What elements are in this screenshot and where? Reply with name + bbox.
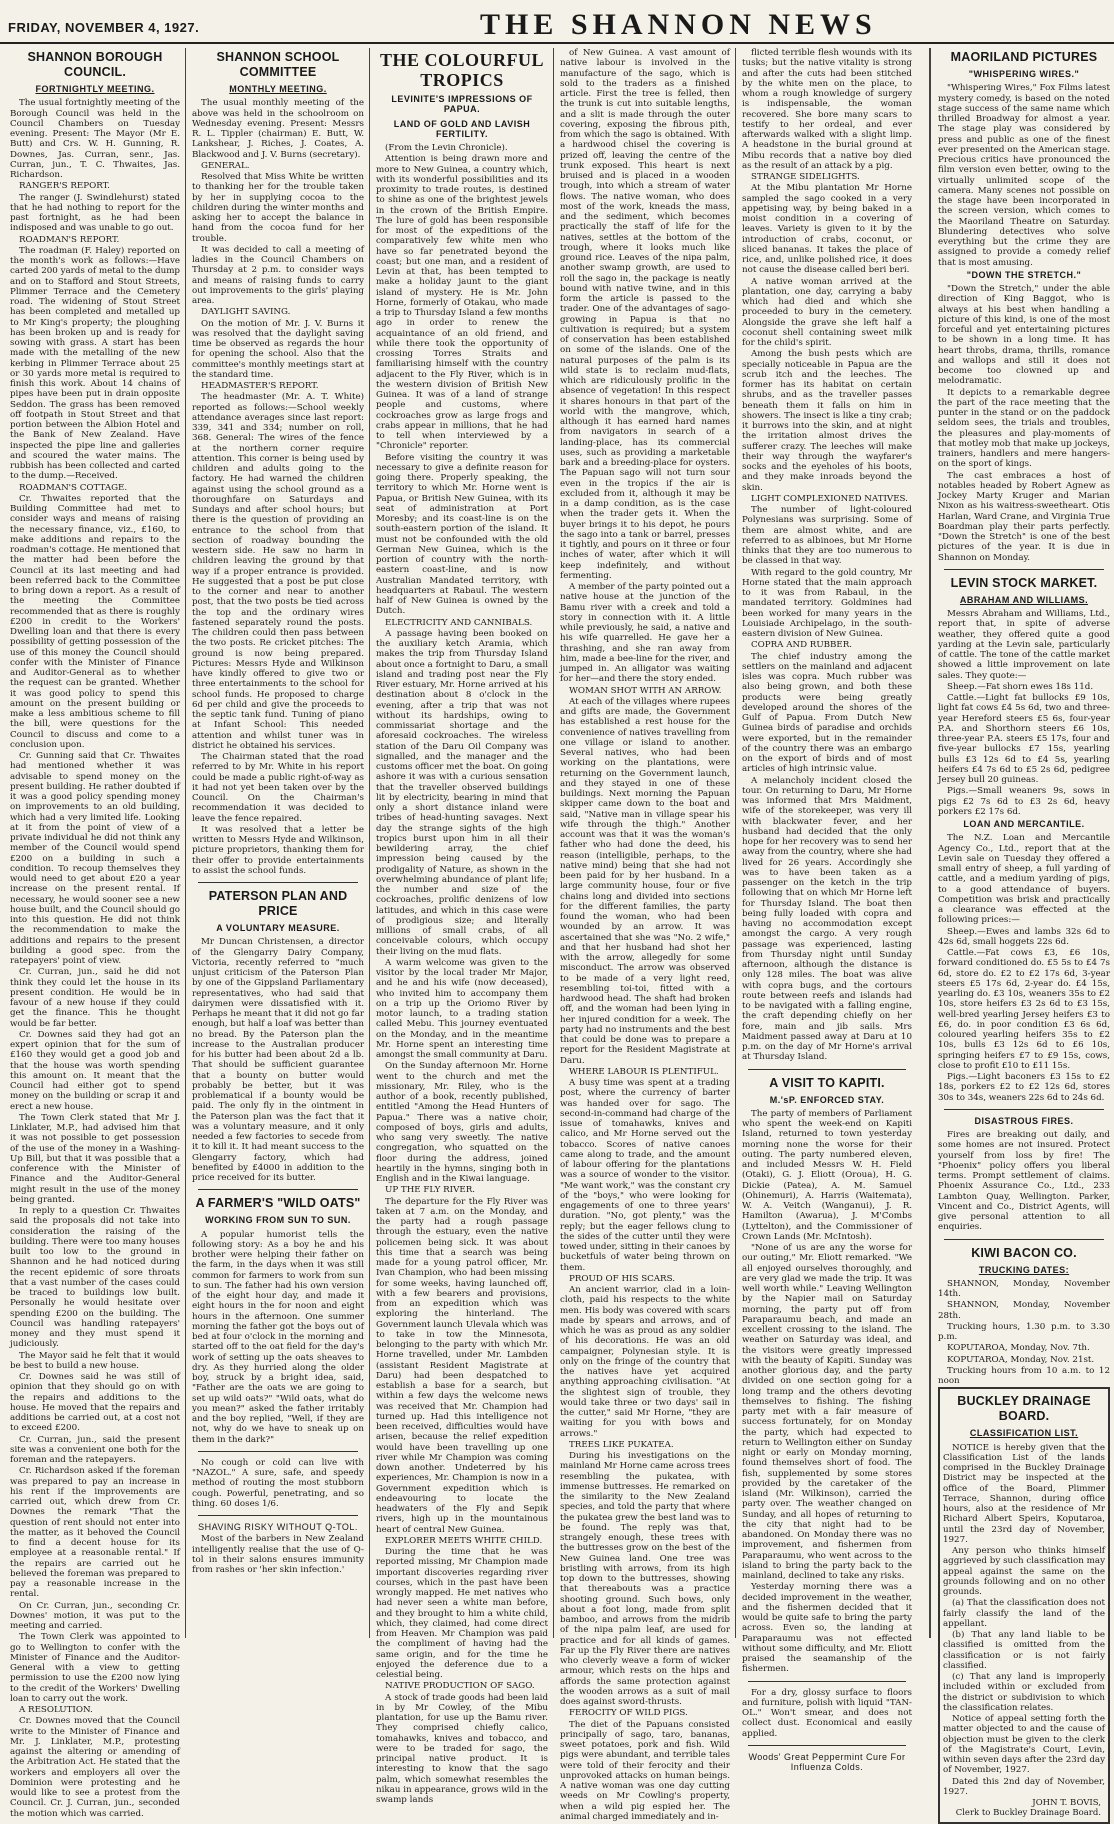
paragraph: ELECTRICITY AND CANNIBALS. <box>385 617 533 628</box>
article-subheading-2: LAND OF GOLD AND LAVISH FERTILITY. <box>393 118 531 139</box>
paragraph: The diet of the Papuans consisted principally of sago, taro, bananas, sweet potatoes, pork and fish. Wild pigs were abundant, and terrible tales were told of their ferocity and their unprovoked attacks on human beings. A native woman was one day cutting weeds on Mr Cowling's property, when a wild pig espied her. The animal charged immediately and in- <box>560 1719 730 1822</box>
paragraph: UP THE FLY RIVER. <box>385 1185 476 1196</box>
paragraph: Cattle.—Light fat bullocks £9 10s, light fat cows £4 5s 6d, two and three-year Hereford steers £5 6s, four-year P.A. and Shorthorn steers £6 10s, three-year P.A. steers £5 17s, four and five-year bullocks £7 15s, yearling bulls £3 12s 6d to £4 5s, yearling heifers £4 7s 6d to £5 2s 6d, pedigree Jersey bull 20 guineas. <box>938 693 1110 785</box>
kapiti-heading: A VISIT TO KAPITI. <box>769 1075 885 1090</box>
paragraph: KOPUTAROA, Monday, Nov. 21st. <box>947 1354 1095 1365</box>
paragraph: (c) That any land is improperly included within or excluded from the district or subdivision to which the classification relates. <box>943 1672 1105 1713</box>
article-body <box>10 98 180 1819</box>
paragraph: A RESOLUTION. <box>19 1705 93 1715</box>
column-rule <box>735 48 736 1638</box>
paragraph: TREES LIKE PUKATEA. <box>569 1439 674 1450</box>
paragraph: Resolved that Miss White be written to thanking her for the trouble taken by her in supplying cocoa to the children during the winter months and asking her to accept the balance in hand from the cocoa fund for her trouble. <box>192 172 364 244</box>
pictures-subheading: "WHISPERING WIRES." <box>968 69 1080 79</box>
paragraph: An ancient warrior, clad in a loin-cloth, paid his respects to the white men. His body was covered with scars made by spears and arrows, and of which he was as proud as any soldier of his decorations. He was an old campaigner, Polynesian style. It is only on the fringe of the country that the natives have yet acquired anything approaching civilisation. "At the slightest sign of trouble, they would take three or two days' sail in the cutter," said Mr Horne, "they are waiting for you with bows and arrows." <box>560 1285 730 1439</box>
kiwi-lines <box>938 1279 1110 1387</box>
paragraph: The party of members of Parliament who spent the week-end on Kapiti Island, returned to town yesterday morning none the worse for their outing. The party numbered eleven, and included Messrs W. H. Field (Otaki), G. J. Eliott (Oroua), H. G. Dickie (Patea), A. M. Samuel (Ohinemuri), A. Harris (Waitemata), W. A. Veitch (Wanganui), J. R. Hamilton (Awarua), J. M'Combs (Lyttelton), and the Commissioner of Crown Lands (Mr. McIntosh). <box>742 1108 912 1242</box>
divider <box>198 882 358 883</box>
paragraph: On the Sunday afternoon Mr. Horne went to the church and met the missionary, Mr. Riley, who is the author of a book, recently published, entitled "Among the Head Hunters of Papua." There was a native choir, composed of boys, girls and adults, who sang very sweetly. The native congregation, who squatted on the floor during the address, joined heartily in the hymns, singing both in English and in the Kiwai language. <box>376 1061 548 1184</box>
paragraph: The N.Z. Loan and Mercantile Agency Co., Ltd., report that at the Levin sale on Tuesday they offered a small entry of sheep, a full yarding of cattle, and a medium yarding of pigs, to a good attendance of buyers. Competition was brisk and practically a clearance was effected at the following prices:— <box>938 833 1110 926</box>
divider <box>198 1189 358 1190</box>
article-heading: THE COLOURFUL TROPICS <box>379 50 545 90</box>
divider <box>944 1239 1104 1240</box>
woods-advert: Woods' Great Peppermint Cure For Influenza Colds. <box>748 1751 906 1772</box>
stretch-subheading: "DOWN THE STRETCH." <box>966 269 1082 280</box>
paterson-subheading: A VOLUNTARY MEASURE. <box>216 923 340 933</box>
paragraph: During his investigations on the mainland Mr Horne came across trees resembling the pukatea, with immense buttresses. He remarked on the similarity to the New Zealand species, and told the party that where the pukatea grew the best land was to be found. The reply was that, strangely enough, these trees with the buttresses grow on the best of the New Guinea land. One tree was bristling with arrows, from its high top down to the buttresses, showing that thereabouts was a practice shooting ground. Such bows, only about a foot long, made from split bamboo, and arrows from the midrib of the nipa palm leaf, are used for practice and for all kinds of games. Far up the Fly River there are natives who cleverly weave a form of wicker armour, which rests on the hips and affords the same protection against the wooden arrows as a suit of mail does against sword-thrusts. <box>560 1451 730 1707</box>
divider <box>748 1745 906 1746</box>
paragraph: KOPUTAROA, Monday, Nov. 7th. <box>947 1343 1090 1354</box>
shaving-heading: SHAVING RISKY WITHOUT Q-TOL. <box>198 1522 358 1532</box>
paragraph: flicted terrible flesh wounds with its tusks; but the native vitality is strong and after the cuts had been stitched by the white men on the place, to whom a rough knowledge of surgery is indispensable, the woman recovered. She bore many scars to testify to her ordeal, and ever afterwards walked with a slight limp. A headstone in the burial ground at Mibu records that a native boy died as the result of an attack by a pig. <box>742 48 912 171</box>
paragraph: (b) That any land liable to be classified is omitted from the classification or is not fairly classified. <box>943 1630 1105 1671</box>
paragraph: Messrs Abraham and Williams, Ltd., report that, in spite of adverse weather, they offered quite a good yarding at the Levin sale, particularly of cattle. The tone of the cattle market showed a little improvement on late sales. They quote:— <box>938 609 1110 681</box>
paragraph: Attention is being drawn more and more to New Guinea, a country which, with its wonderful possibilities and its proximity to trade routes, is destined to shine as one of the brightest jewels in the crown of the British Empire. The lure of gold has been responsible for most of the expeditions of the comparatively few white men who have so far penetrated beyond the coast; but one man, and a resident of Levin at that, has been tempted to make a holiday jaunt to the giant island of mystery. He is Mr. John Horne, formerly of Otakau, who made a trip to Thursday Island a few months ago in order to renew the acquaintance of an old friend, and while there took the opportunity of crossing Torres Straits and familiarising himself with the country adjacent to the Fly River, which is in the western division of British New Guinea. It was of a land of strange people and customs, where cockroaches grow as large frogs and crabs appear in millions, that he had to tell when interviewed by a "Chronicle" reporter. <box>376 154 548 452</box>
column-tropics-kapiti <box>742 48 912 1772</box>
loan-body <box>938 833 1110 1103</box>
paragraph: Cr. Thwaites reported that the Building Committee had met to consider ways and means of raising the necessary finance, viz., £160, to make additions and repairs to the roadman's cottage. He mentioned that the matter had been before the Council at its last meeting and had been referred back to the Committee to bring down a report. As a result of the meeting the Committee recommended that as there is roughly £200 in credit to the Workers' Dwelling loan and that there is every possibility of getting possession of the use of this money the Council should confer with the Minister of Finance and Auditor-General as to whether the request can be granted. Whether it was good policy to spend this amount on the present building or make a less ambitious scheme to fill the bill, were questions for the Council to discuss and come to a conclusion upon. <box>10 493 180 750</box>
paragraph: Cattle.—Fat cows £3, £6 10s, forward conditioned do. £5 5s to £4 7s 6d, store do. £2 to £2 17s 6d, 3-year steers £5 17s 6d, 2-year do. £4 15s, yearling do. £3 10s, weaners 35s to £2 10s, store heifers £3 2s 6d to £3 15s, well-bred yearling Jersey heifers £3 to £6, do. in poor condition £3 6s 6d, coloured yearling heifers 35s to £2 10s, bulls £3 12s 6d to £6 10s, springing heifers £7 to £9 15s, cows, close to profit £10 to £11 15s. <box>938 948 1110 1071</box>
paragraph: FEROCITY OF WILD PIGS. <box>569 1708 688 1719</box>
divider <box>944 1109 1104 1110</box>
masthead <box>0 0 1114 44</box>
paragraph: COPRA AND RUBBER. <box>751 640 853 651</box>
pictures-heading: MAORILAND PICTURES <box>950 50 1098 64</box>
column-rule <box>185 48 186 1638</box>
buckley-body <box>943 1443 1105 1798</box>
paragraph: SHANNON, Monday, November 14th. <box>938 1278 1110 1299</box>
paragraph: RANGER'S REPORT. <box>19 181 110 192</box>
paragraph: The ranger (J. Swindlehurst) stated that he had nothing to report for the past fortnight, as he had been indisposed and was unable to go out. <box>10 192 180 234</box>
article-body <box>192 98 364 876</box>
paragraph: "Whispering Wires," Fox Films latest mystery comedy, is based on the noted stage success of the same name which thrilled Broadway for almost a year. The stage play was considered by press and public as one of the finest ever presented on the American stage. Precious critics have pronounced the film version even better, owing to the virtually unlimited scope of the camera. Many scenes not possible on the stage have been incorporated in the screen version, which comes to the Maoriland Theatre on Saturday. Blundering detectives who solve everything but the crime they are assigned to provide a comedy relief that is most amusing. <box>938 83 1110 268</box>
paragraph: Sheep.—Ewes and lambs 32s 6d to 42s 6d, small hoggets 22s 6d. <box>938 926 1110 947</box>
article-heading: SHANNON BOROUGH COUNCIL. <box>27 50 163 79</box>
column-rule <box>369 48 370 1638</box>
paragraph: The usual fortnightly meeting of the Borough Council was held in the Council Chambers on Tuesday evening. Present: The Mayor (Mr E. Butt) and Crs. W. H. Gunning, R. Downes, Jas. Curran, senr., Jas. Curran, jun., T. C. Thwaites, Jas. Richardson. <box>10 98 180 180</box>
paragraph: WHERE LABOUR IS PLENTIFUL. <box>569 1066 719 1077</box>
levin-heading: LEVIN STOCK MARKET. <box>950 575 1098 590</box>
paragraph: A passage having been booked on the auxiliary ketch Aramia, which makes the trip from Thursday Island about once a fortnight to Daru, a small island and trading post near the Fly River estuary, Mr. Horne arrived at his destination about 8 o'clock in the evening, after a trip that was not without its hardships, owing to commissariat shortage and the aforesaid cockroaches. The wireless station of the Daru Oil Company was signalled, and the manager and the customs officer met the boat. On going ashore it was with a curious sensation that the traveller observed buildings lit by electricity, bearing in mind that only a short distance inland were tribes of head-hunting savages. Next day the strange sights of the high tropics burst upon him in all their bewildering array, the chief impression being caused by the prodigality of Nature, as shown in the overwhelming abundance of plant life; the number and size of the cockroaches, prolific denizens of low latitudes, and which in this case were of prodigious size; and literally millions of small crabs, of all conceivable colours, which occupy their living on the mud flats. <box>376 628 549 957</box>
paragraph: Cr. Richardson asked if the foreman was prepared to pay an increase in his rent if the improvements are carried out, which drew from Cr. Downes the remark "That the question of rent should not enter into the matter, as it behoved the Council to find a decent house for its employee at a reasonable rental." If the repairs are carried out he believed the foreman was prepared to pay a reasonable increase in the rental. <box>10 1466 180 1600</box>
paragraph: The Chairman stated that the road referred to by Mr. White in his report could be made a public right-of-way as it had not yet been taken over by the Council. On the Chairman's recommendation it was decided to leave the fence repaired. <box>192 752 364 824</box>
paragraph: Trucking hours from 10 a.m. to 12 noon <box>938 1365 1110 1386</box>
buckley-signature-title: Clerk to Buckley Drainage Board. <box>955 1808 1101 1819</box>
column-borough-council <box>10 48 180 1819</box>
column-school-committee <box>192 48 364 1636</box>
divider <box>944 569 1104 570</box>
column-colourful-tropics <box>376 48 549 1805</box>
paragraph: A warm welcome was given to the visitor by the local trader Mr Major, and he and his wife (now deceased), who invited him to accompany them on a trip up the Oriomo River by motor launch, to a trading station called Mebu. This journey eventuated on the Monday, and in the meantime Mr. Horne spent an interesting time amongst the small community at Daru. <box>376 957 548 1060</box>
newspaper-title: THE SHANNON NEWS <box>480 8 877 41</box>
paragraph: The cast embraces a host of notables headed by Robert Agnew as Jockey Marty Kruger and Marian Nixon as his waitress-sweetheart. Otis Harlan, Ward Crane, and Virginia True Boardman play their parts perfectly. "Down the Stretch" is one of the best pictures of the year. It is due in Shannon on Monday. <box>938 470 1110 563</box>
paragraph: LIGHT COMPLEXIONED NATIVES. <box>751 493 908 504</box>
kapiti-body <box>742 1109 912 1675</box>
paragraph: Among the bush pests which are specially noticeable in Papua are the scrub itch and the leeches. The former has its habitat on certain shrubs, and as the traveller passes beneath them it falls on him in showers. The insect is like a tiny crab; it burrows into the skin, and at night the irritation almost drives the sufferer crazy. The leeches will make their way through the wayfarer's socks and the eyeholes of his boots, and they make inroads beyond the skin. <box>742 349 912 493</box>
paragraph: At the Mibu plantation Mr Horne sampled the sago cooked in a very appetising way, by being baked in a moist condition in a covering of leaves. Variety is given to it by the introduction of crabs, coconut, or sliced bananas. It takes the place of rice, and, unlike polished rice, it does not cause the disease called beri beri. <box>742 183 912 276</box>
stretch-body <box>938 284 1110 563</box>
paragraph: The departure for the Fly River was taken at 7 a.m. on the Monday, and the party had a rough passage through the estuary, even the native policemen being sick. It was about this time that a search was being made for a young patrol officer, Mr. Ivan Champion, who had been missing for some weeks, having launched off, with a few bearers and provisions, from an expedition which was exploring the hinterland. The Government launch Ulevala which was to take in tow the Minnesota, belonging to the party with which Mr. Horne travelled, under Mr. Lambden (assistant Resident Magistrate at Daru) had been despatched to establish a base for a search, but within a few days the welcome news was received that Mr. Champion had turned up. Had this intelligence not been received, difficulties would have arisen, because the relief expedition would have been travelling up one river while Mr Champion was coming down another. Undeterred by his experiences, Mr. Champion is now in a Government expedition which is endeavouring to locate the headwaters of the Fly and Sepik rivers, high up in the mountainous heart of central New Guinea. <box>376 1196 548 1535</box>
pictures-body <box>938 83 1110 268</box>
paragraph: A stock of trade goods had been laid in by Mr Cowley, of the Mibu plantation, for use up the Bamu river. They comprised chiefly calico, tomahawks, knives and tobacco, and were to be traded for sago, the principal native product. It is interesting to know that the sago palm, which somewhat resembles the nikau in appearance, grows wild in the swamp lands <box>376 1692 548 1805</box>
paterson-body <box>192 937 364 1183</box>
article-body <box>376 143 548 1805</box>
paragraph: NOTICE is hereby given that the Classification List of the lands comprised in the Buckley Drainage District may be inspected at the office of the Board, Plimmer Terrace, Shannon, during office hours, also at the residence of Mr Richard Albert Speirs, Koputaroa, until the 23rd day of November, 1927. <box>943 1442 1105 1545</box>
paragraph: Mr Duncan Christensen, a director of the Glengarry Dairy Company, Victoria, recently referred to "much unjust criticism of the Paterson Plan by one of the Gippsland Parliamentary representatives, who had said that dairymen were dissatisfied with it. Perhaps he meant that it did not go far enough, but half a loaf was better than no bread. By the Paterson plan the increase to the Australian producer for his butter had been about 2d a lb. That should be sufficient guarantee that a bounty on butter would probably be better, but it was problematical if a bounty would be paid. The only fly in the ointment in the Paterson plan was the fact that it was a voluntary measure, and it only needed a few factories to secede from it to kill it. It had meant success to the Glengarry factory, which had benefited by £4000 in addition to the price received for its butter. <box>192 937 364 1183</box>
paragraph: ROADMAN'S COTTAGE. <box>19 482 128 493</box>
paragraph: Trucking hours, 1.30 p.m. to 3.30 p.m. <box>938 1321 1110 1342</box>
buckley-subheading: CLASSIFICATION LIST. <box>969 1428 1079 1439</box>
paragraph: Before visiting the country it was necessary to give a definite reason for going there. Properly speaking, the territory to which Mr. Horne went is Papua, or British New Guinea, with its seat of administration at Port Moresby; and its coast-line is on the south-eastern portion of the island. It must not be confounded with the old German New Guinea, which is the portion of country with the north-eastern coast-line, and is now Australian Mandated territory, with headquarters at Rabaul. The western half of New Guinea is owned by the Dutch. <box>376 452 548 617</box>
article-heading: SHANNON SCHOOL COMMITTEE <box>216 50 340 79</box>
paragraph: (a) That the classification does not fairly classify the land of the appellant. <box>943 1598 1105 1629</box>
buckley-notice <box>938 1387 1110 1823</box>
paragraph: In reply to a question Cr. Thwaites said the proposals did not take into consideration the raising of the building. There were too many houses built too low to the ground in Shannon and he had noticed during the recent epidemic of sore throats that a vast number of the cases could be traced to buildings low built. Personally he would hesitate over spending £200 on the building. The Council was handling ratepayers' money and they must spend it judiciously. <box>10 1206 180 1350</box>
paragraph: of New Guinea. A vast amount of native labour is involved in the manufacture of the sago, which is sold to the traders as a finished article. First the tree is felled, then the trunk is cut into suitable lengths, and a slit is made through the outer covering, exposing the fibrous pith, from which the sago is obtained. With a hardwood chisel the covering is prized off, leaving the centre of the trunk exposed. This heart is next bruised and is placed in a wooden trough, into which a stream of water flows. The native woman, who does most of the work, kneads the mass, and the sediment, which becomes practically the staff of life for the natives, settles at the bottom of the trough, where it looks much like ground rice. Leaves of the nipa palm, another swamp growth, are used to roll the sago in, the package is neatly bound with native twine, and in this form the article is passed to the trader. One of the advantages of sago-growing in Papua is that no cultivation is required; but a system of conservation has been established on some of the islands. One of the natural purposes of the palm is its wild state is to reclaim mud-flats, which are ridiculously prolific in the absence of vegetation! In this respect it shares honours in that part of the world with the mangrove, which, although it has earned hard names from navigators in search of a landing-place, has its commercial uses, such as providing a marketable bark and a breeding-place for oysters. The Papuan sago will not turn sour even in the tropics if the air is excluded from it, although it may be in a damp condition, as is the case when the trader gets it. When the buyer brings it to his depot, he pours the sago into a tank or barrel, presses it tightly, and pours on it three or four inches of water, after which it will keep indefinitely, and without fermenting. <box>560 48 730 581</box>
paragraph: WOMAN SHOT WITH AN ARROW. <box>569 685 722 696</box>
column-rule <box>553 48 554 1638</box>
farmer-heading: A FARMER'S "WILD OATS" <box>195 1196 361 1211</box>
kiwi-subheading: TRUCKING DATES: <box>978 1264 1070 1275</box>
paragraph: It depicts to a remarkable degree the part of the race meeting that the punter in the stand or on the paddock seldom sees, the trials and troubles, the pleasures and play-moments of that motley mob that make up jockeys, trainers, handlers and mere hangers-on the sport of kings. <box>938 387 1110 470</box>
paragraph: A native woman arrived at the plantation, one day, carrying a baby which had died and which she proceeded to bury in the cemetery. Alongside the grave she left half a coconut shell containing sweet milk for the child's spirit. <box>742 276 912 348</box>
divider <box>198 1451 358 1452</box>
paragraph: A popular humorist tells the following story: As a boy he and his brother were helping their father on the farm, in the days when it was still common for farmers to work from sun to sun. The father had his own version of the eight hour day, and made it eight hours in the for noon and eight hours in the afternoon. One summer morning the father got the boys out of bed at four o'clock in the morning and started off to the oat field for the day's work of setting up the oats sheaves to dry. As they hurried along the older boy, struck by a bright idea, said, "Father are the oats we are going to set up wild oats?" "Wild oats, what do you mean?" asked the father irritably and the boy replied, "Well, if they are not, why do we have to sneak up on them in the dark?" <box>192 1229 364 1445</box>
paragraph: The usual monthly meeting of the above was held in the schoolroom on Wednesday evening. Present: Messrs R. L. Tippler (chairman) E. Butt, W. Lankshear, J. Riches, J. Coates, A. Blackwood and J. V. Burns (secretary). <box>192 98 364 160</box>
article-subheading: MONTHLY MEETING. <box>229 84 327 94</box>
paragraph: Notice of appeal setting forth the matter objected to and the cause of objection must be given to the clerk of the Magistrate's Court, Levin, within seven days after the 23rd day of November, 1927. <box>943 1714 1105 1776</box>
paragraph: DAYLIGHT SAVING. <box>201 307 291 318</box>
paragraph: The headmaster (Mr. A. T. White) reported as follows:—School weekly attendance averages since last report: 339, 341 and 334; number on roll, 368. General: The wires of the fence at the northern corner require attention. This corner is being used by children and adults going to the factory. He had warned the children against using the school ground as a thoroughfare on Saturdays and Sundays and after school hours; but there is the question of providing an entrance to the school from that section of roadway bounding the western side. He saw no harm in children leaving the ground by that way if a proper entrance is provided. He suggested that a post be put close to the corner and near to another post, that the two posts be tied across the top and the ordinary wires fastened separately round the posts. The children could then pass between the two posts. Re cricket pitches: The ground is now being prepared. Pictures: Messrs Hyde and Wilkinson have kindly offered to give two or three entertainments to the school for school funds. He proposed to charge 6d per child and give the proceeds to the septic tank fund. Tuning of piano at Infant School: This needed attention and whilst tuner was in district he obtained his services. <box>192 392 364 751</box>
paragraph: Any person who thinks himself aggrieved by such classification may appeal against the same on the grounds following and on no other grounds. <box>943 1546 1105 1597</box>
paragraph: "None of us are any the worse for our outing," Mr. Eliott remarked. "We all enjoyed ourselves thoroughly, and are very glad we made the trip. It was well worth while." Leaving Wellington by the Napier mail on Saturday morning, the party put off from Paraparaumu beach, and made an excellent crossing to the island. The weather on Saturday was ideal, and the visitors were greatly impressed with the beauty of Kapiti. Sunday was another glorious day, and the party divided on one section going for a long tramp and the others devoting themselves to fishing. The fishing party met with a fair measure of success fortunately, for on Monday the party, which had expected to return to Wellington either on Sunday night or early on Monday morning, found themselves short of food. The fish, supplemented by some stores provided by the caretaker of the island (Mr. Wilkinson), carried the party over. The weather changed on Sunday, and all hopes of returning to the city that night had to be abandoned. On Monday there was no improvement, and fishermen from Paraparaumu, who went across to the island to bring the party back to the mainland, declined to take any risks. <box>742 1243 912 1581</box>
paragraph: GENERAL. <box>201 160 250 171</box>
paragraph: Cr. Gunning said that Cr. Thwaites had mentioned whether it was advisable to spend money on the present building. He rather doubted if it was a good policy spending money on improvements to an old building, which had a very limited life. Looking at it from the point of view of a private individual he did not think any member of the Council would spend £200 on a building in such a condition. To recoup themselves they would need to get about £20 a year increase on the present rental. If necessary, he would sooner see a new house built, and the Council should go into this question. He did not think the recommendation to make the additions and repairs to the present building a good spec. from the ratepayers' point of view. <box>10 751 180 966</box>
kapiti-subheading: M.'sP. ENFORCED STAY. <box>769 1094 885 1105</box>
paragraph: Cr. Downes said they had got an expert opinion that for the sum of £160 they would get a good job and that the house was worth spending this amount on. It meant that the Council had either got to spend money on the building or scrap it and erect a new house. <box>10 1029 180 1112</box>
paragraph: The number of light-coloured Polynesians was surprising. Some of them are almost white, and are referred to as albinoes, but Mr Horne thinks that they are too numerous to be classed in that way. <box>742 505 912 567</box>
paragraph: Cr. Curran, jun., said he did not think they could let the house in its present condition. He would be in favour of a new house if they could get the finance. This he thought would be far better. <box>10 967 180 1029</box>
buckley-signature-name: JOHN T. BOVIS, <box>1032 1798 1101 1808</box>
paragraph: PROUD OF HIS SCARS. <box>569 1273 676 1284</box>
paragraph: Yesterday morning there was a decided improvement in the weather, and the fishermen decided that it would be quite safe to bring the party across. Even so, the landing at Paraparaumu was not effected without some difficulty, and Mr. Eliott praised the seamanship of the fishermen. <box>742 1582 912 1675</box>
paragraph: The roadman (F. Haley) reported on the month's work as follows:—Have carted 200 yards of metal to the dump and on to Stafford and Stout Streets, Plimmer Terrace and the Cemetery road. The widening of Stout Street has been completed and metalled up to Mr King's property; the ploughing has been broken up and is ready for sowing with grass. A start has been made with the metalling of the new kerbing in Plimmer Terrace about 25 or 30 yards more metal is required to finish this work. About 14 chains of pipes have been put in drain opposite Seddon. The grass has been removed off footpath in Stout Street and that portion between the Albion Hotel and the Bank of New Zealand. Have inspected the pipe line and galleries and scoured the water mains. The rubbish has been collected and carted to the dump.—Received. <box>10 245 180 482</box>
column-rule <box>929 48 931 1638</box>
paragraph: EXPLORER MEETS WHITE CHILD. <box>385 1535 543 1546</box>
paragraph: SHANNON, Monday, November 28th. <box>938 1300 1110 1321</box>
paragraph: A melancholy incident closed the tour. On returning to Daru, Mr Horne was informed that Mrs Maidment, wife of the storekeeper, was very ill with blackwater fever, and her husband had decided that the only hope for her recovery was to send her away from the country, where she had lived for 26 years. Accordingly she was to have been taken as a passenger on the ketch in the trip following that on which Mr Horne left for Thursday Island. The boat then being fully loaded with copra and having no accommodation except amongst the cargo. A very rough passage was experienced, lasting from Thursday night until Sunday afternoon, although the distance is only 128 miles. The boat was alive with copra bugs, and the cortours route between reefs and islands had to be navigated with a falling engine, the craft depending chiefly on her fore, main and jib sails. Mrs Maidment passed away at Daru at 10 p.m. on the day of Mr Horne's arrival at Thursday Island. <box>742 775 912 1063</box>
paragraph: Cr. Downes moved that the Council write to the Minister of Finance and Mr. J. Linklater, M.P., protesting against the altering or amending of the Arbitration Act. He stated that the workers and employers all over the Dominion were protesting and he would like to see a protest from the Council. Cr. J. Curran, jun., seconded the motion which was carried. <box>10 1716 180 1819</box>
paragraph: The Town Clerk stated that Mr J. Linklater, M.P., had advised him that it was not possible to get possession of the use of the money in a Washing-Up Bill, but that it was possible that a conference with the Minister of Finance and the Auditor-General might result in the use of the money being granted. <box>10 1112 180 1205</box>
fires-heading: DISASTROUS FIRES. <box>974 1115 1074 1126</box>
fires-body <box>938 1130 1110 1233</box>
farmer-body <box>192 1230 364 1445</box>
paragraph: With regard to the gold country, Mr Horne stated that the main approach to it was from Rabaul, in the mandated territory. Goldmines had been worked for many years in the Louisiade Archipelago, in the south-eastern division of New Guinea. <box>742 567 912 639</box>
paragraph: Sheep.—Fat shorn ewes 18s 11d. <box>947 681 1094 692</box>
divider <box>748 1069 906 1070</box>
paragraph: On Cr. Curran, jun., seconding Cr. Downes' motion, it was put to the meeting and carried. <box>10 1600 180 1631</box>
buckley-heading: BUCKLEY DRAINAGE BOARD. <box>957 1394 1091 1424</box>
paragraph: A busy time was spent at a trading post, where the currency of barter was handed over for sago. The second-in-command had charge of the issue of tomahawks, knives and calico, and Mr Horne served out the tobacco. Scores of native canoes came along to trade, and the amount of labour offering for the plantations was a source of wonder to the visitor. "Me want work," was the constant cry of the "boys," who were looking for engagements of one to three years' duration. "No, got plenty," was the reply; but the eager fellows clung to the sides of the cutter until they were towed under, sitting in their canoes by bucketfuls of water being thrown on them. <box>560 1078 730 1273</box>
paragraph: The Town Clerk was appointed to go to Wellington to confer with the Minister of Finance and the Auditor-General with a view to getting permission to use the £200 now lying to the credit of the Workers' Dwelling loan to carry out the work. <box>10 1632 180 1704</box>
shaving-text: Most of the barbers in New Zealand intelligently realise that the use of Q-tol in their salons ensures immunity from rashes or 'her skin infection.' <box>192 1534 364 1575</box>
column-notices <box>938 48 1110 1819</box>
divider <box>198 1515 358 1516</box>
paragraph: Cr. Curran, jun., said the present site was a convenient one both for the foreman and the ratepayers. <box>10 1434 180 1465</box>
paterson-heading: PATERSON PLAN AND PRICE <box>208 889 348 918</box>
paragraph: NATIVE PRODUCTION OF SAGO. <box>385 1681 535 1692</box>
tanol-advert: For a dry, glossy surface to floors and furniture, polish with liquid "TAN-OL." Won't smear, and does not collect dust. Economical and easily applied. <box>742 1687 912 1739</box>
divider <box>748 1681 906 1682</box>
article-body <box>560 48 730 1822</box>
article-body <box>742 48 912 1063</box>
paragraph: A member of the party pointed out a native house at the junction of the Bamu river with a creek and told a story in connection with it. A little while previously, he said, a native and his wife quarrelled. He gave her a thrashing, and she ran away from him, made a bee-line for the river, and jumped in. An alligator was waiting for her—and there the story ended. <box>560 582 730 685</box>
paragraph: "Down the Stretch," under the able direction of King Baggot, who is always at his best when handling a picture of this kind, is one of the most forceful and yet entertaining pictures to be shown in a long time. It has heart throbs, drama, thrills, romance and wallops and still it does not become too clowned up and melodramatic. <box>938 284 1110 387</box>
nazol-advert: No cough or cold can live with "NAZOL." A sure, safe, and speedy method of routing the most stubborn cough. Powerful, penetrating, and so thing. 60 doses 1/6. <box>192 1457 364 1509</box>
paragraph: During the time that he was reported missing, Mr Champion made important discoveries regarding river courses, which in the past have been wrongly mapped. He met natives who had never seen a white man before, and they brought to him a white child, which, they claimed, had come direct from Heaven. Mr Champion was paid the compliment of having had the same origin, and for the time he enjoyed the deference due to a celestial being. <box>376 1547 548 1680</box>
paragraph: At each of the villages where rupees and gifts are made, the Government has established a rest house for the convenience of natives travelling from one village or island to another. Several natives, who had been working on the plantations, were returning on the Government launch, and they stayed in one of these buildings. Next morning the Papuan skipper came down to the boat and said, "Native man in village spear his wife through the thigh." Another account was that it was the woman's father who had done the deed, his reason (intelligible, perhaps, to the native mind) being that she had not been paid for by her husband. In a large community house, four or five chains long and divided into sections for the different families, the party found the woman, who had been wounded by an arrow. It was ascertained that she was "No. 2 wife," and that her husband had shot her with the arrow, allegedly for some misconduct. The arrow was observed to be made of a very light reed, resembling toi-toi, fitted with a hardwood head. The shaft had broken off, and the woman had been lying in her injured condition for a week. The party had no instruments and the best that could be done was to prepare a report for the Resident Magistrate at Daru. <box>560 696 730 1066</box>
article-subheading: LEVINITE'S IMPRESSIONS OF PAPUA. <box>391 94 533 115</box>
paragraph: It was decided to call a meeting of ladies in the Council Chambers on Thursday at 2 p.m. to consider ways and means of raising funds to carry out improvements to the girls' playing area. <box>192 244 364 306</box>
paragraph: Pigs.—Small weaners 9s, sows in pigs £2 7s 6d to £3 2s 6d, heavy porkers £2 17s 6d. <box>938 786 1110 817</box>
paragraph: Pigs.—Light baconers £3 15s to £2 18s, porkers £2 to £2 12s 6d, stores 30s to 34s, weaners 22s 6d to 24s 6d. <box>938 1072 1110 1103</box>
column-tropics-continued <box>560 48 730 1822</box>
issue-date: FRIDAY, NOVEMBER 4, 1927. <box>8 20 200 35</box>
paragraph: HEADMASTER'S REPORT. <box>201 381 319 391</box>
loan-heading: LOAN AND MERCANTILE. <box>963 819 1085 829</box>
kiwi-heading: KIWI BACON CO. <box>971 1245 1077 1260</box>
paragraph: On the motion of Mr. J. V. Burns it was resolved that the daylight saving time be observed as regards the hour for opening the school. Also that the committee's monthly meetings start at the standard time. <box>192 318 364 380</box>
paragraph: STRANGE SIDELIGHTS. <box>751 172 860 182</box>
paragraph: Cr. Downes said he was still of opinion that they should go on with the repairs and additions to the house. He moved that the repairs and additions be carried out, at a cost not to exceed £200. <box>10 1372 180 1434</box>
paragraph: Dated this 2nd day of November, 1927. <box>943 1776 1105 1797</box>
levin-subheading: ABRAHAM AND WILLIAMS. <box>959 594 1089 605</box>
farmer-subheading: WORKING FROM SUN TO SUN. <box>205 1215 351 1226</box>
paragraph: ROADMAN'S REPORT. <box>19 234 120 245</box>
paragraph: The chief industry among the settlers on the mainland and adjacent isles was copra. Much rubber was also being grown, and both these products were being greatly developed around the shores of the Gulf of Papua. From Dutch New Guinea birds of paradise and orchids were exported, but in the remainder of the country there was an embargo on the export of birds and of most articles of high intrinsic value. <box>742 651 912 775</box>
article-subheading: FORTNIGHTLY MEETING. <box>35 84 155 94</box>
paragraph: (From the Levin Chronicle). <box>385 143 508 153</box>
levin-body <box>938 609 1110 817</box>
paragraph: The Mayor said he felt that it would be best to build a new house. <box>10 1350 180 1371</box>
paragraph: Fires are breaking out daily, and some homes are not insured. Protect yourself from loss by fire! The "Phoenix" policy offers you liberal terms. Prompt settlement of claims. Phoenix Assurance Co., Ltd., 233 Lambton Quay, Wellington. Parker, Vincent and Co., District Agents, will give personal attention to all enquiries. <box>938 1130 1110 1233</box>
paragraph: It was resolved that a letter be written to Messrs Hyde and Wilkinson, picture proprietors, thanking them for their offer to provide entertainments to assist the school funds. <box>192 824 364 876</box>
